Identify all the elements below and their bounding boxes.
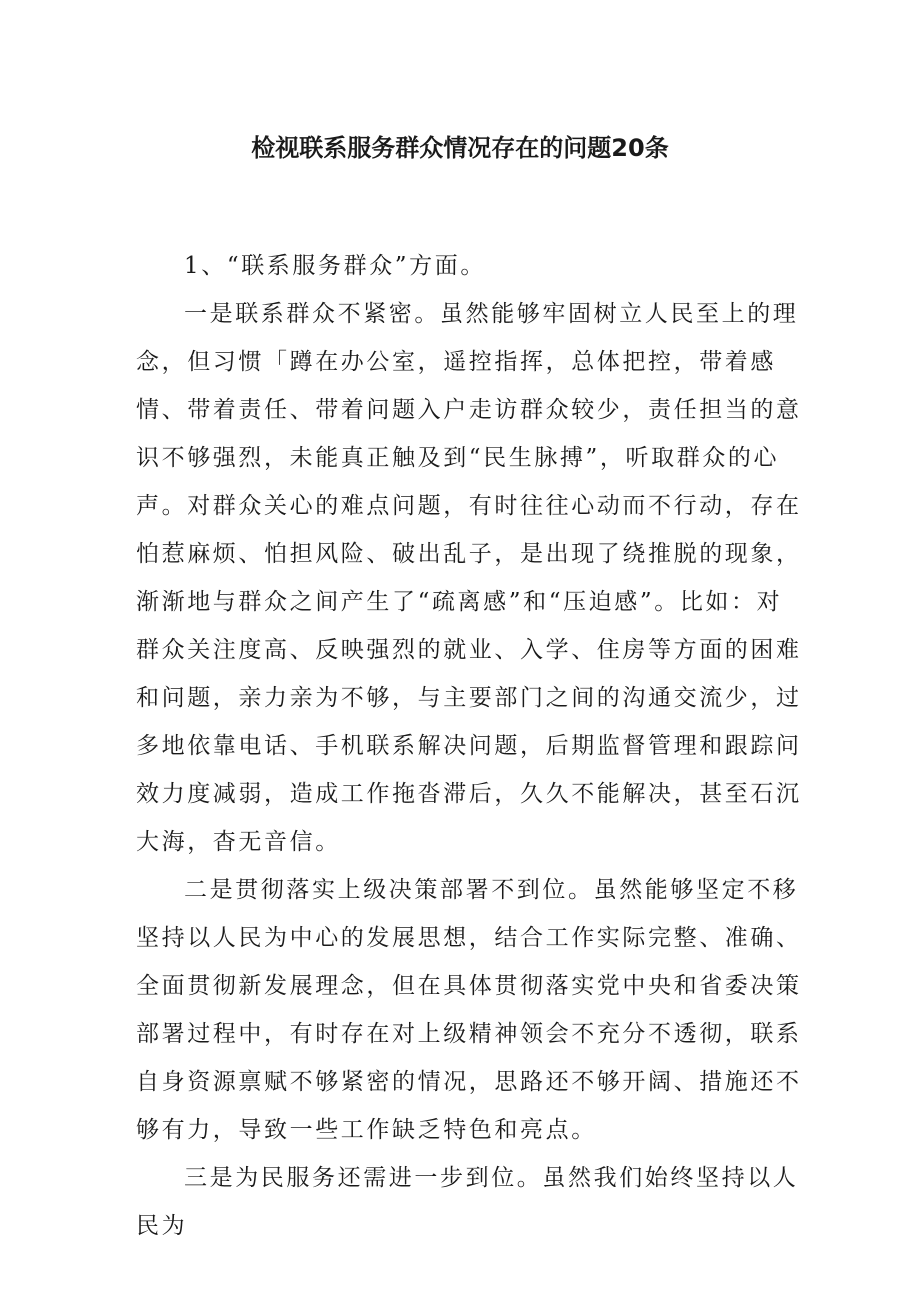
section-heading: 1、“联系服务群众”方面。 [184, 253, 486, 279]
paragraph-3: 三是为民服务还需进一步到位。虽然我们始终坚持以人民为 [136, 1165, 799, 1239]
paragraph-2: 二是贯彻落实上级决策部署不到位。虽然能够坚定不移坚持以人民为中心的发展思想，结合工作实际完整、准确、全面贯彻新发展理念，但在具体贯彻落实党中央和省委决策部署过程中，有时存在对上级精神领会不充分不透彻，联系自身资源禀赋不够紧密的情况，思路还不够开阔、措施还不够有力，导致一些工作缺乏特色和亮点。 [136, 877, 802, 1143]
paragraph-1: 一是联系群众不紧密。虽然能够牢固树立人民至上的理念，但习惯「蹲在办公室，遥控指挥，总体把控，带着感情、带着责任、带着问题入户走访群众较少，责任担当的意识不够强烈，未能真正触及到“民生脉搏”，听取群众的心声。对群众关心的难点问题，有时往往心动而不行动，存在怕惹麻烦、怕担风险、破出乱子，是出现了绕推脱的现象，渐渐地与群众之间产生了“疏离感”和“压迫感”。比如：对群众关注度高、反映强烈的就业、入学、住房等方面的困难和问题，亲力亲为不够，与主要部门之间的沟通交流少，过多地依靠电话、手机联系解决问题，后期监督管理和跟踪问效力度减弱，造成工作拖沓滞后，久久不能解决，甚至石沉大海，杳无音信。 [136, 301, 802, 855]
document-title: 检视联系服务群众情况存在的问题20条 [251, 134, 669, 162]
document-body [136, 242, 802, 1250]
